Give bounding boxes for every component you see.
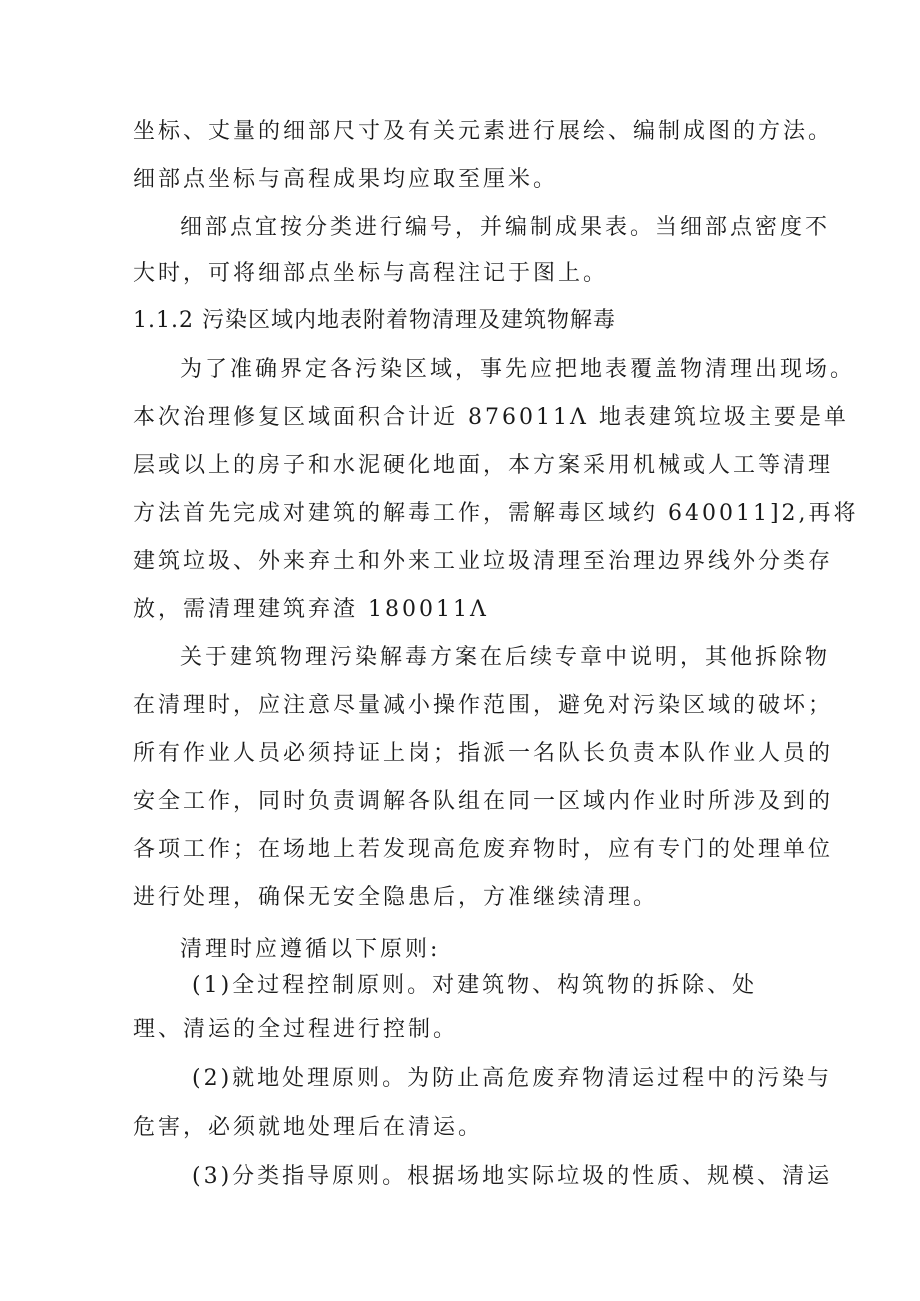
paragraph-line: 坐标、丈量的细部尺寸及有关元素进行展绘、编制成图的方法。 bbox=[133, 119, 834, 144]
paragraph-line: 层或以上的房子和水泥硬化地面，本方案采用机械或人工等清理 bbox=[133, 453, 834, 478]
list-item-line: 危害，必须就地处理后在清运。 bbox=[133, 1115, 484, 1140]
paragraph-line: 方法首先完成对建筑的解毒工作，需解毒区域约 640011]2,再将 bbox=[133, 501, 859, 526]
paragraph-line: 细部点坐标与高程成果均应取至厘米。 bbox=[133, 167, 559, 192]
paragraph-line: 安全工作，同时负责调解各队组在同一区域内作业时所涉及到的 bbox=[133, 789, 834, 814]
paragraph-line: 为了准确界定各污染区域，事先应把地表覆盖物清理出现场。 bbox=[180, 357, 856, 382]
list-item-line: (1)全过程控制原则。对建筑物、构筑物的拆除、处 bbox=[192, 973, 758, 998]
paragraph-line: 放，需清理建筑弃渣 180011Λ bbox=[133, 597, 489, 622]
paragraph-line: 清理时应遵循以下原则: bbox=[180, 937, 441, 962]
paragraph-line: 大时，可将细部点坐标与高程注记于图上。 bbox=[133, 261, 609, 286]
paragraph-line: 建筑垃圾、外来弃土和外来工业垃圾清理至治理边界线外分类存 bbox=[133, 549, 834, 574]
list-item-line: 理、清运的全过程进行控制。 bbox=[133, 1017, 459, 1042]
paragraph-line: 在清理时，应注意尽量减小操作范围，避免对污染区域的破坏； bbox=[133, 693, 834, 718]
list-item-line: (3)分类指导原则。根据场地实际垃圾的性质、规模、清运 bbox=[192, 1164, 833, 1189]
paragraph-line: 各项工作；在场地上若发现高危废弃物时，应有专门的处理单位 bbox=[133, 837, 834, 862]
section-heading: 1.1.2 污染区域内地表附着物清理及建筑物解毒 bbox=[133, 308, 616, 333]
paragraph-line: 进行处理，确保无安全隐患后，方准继续清理。 bbox=[133, 885, 659, 910]
paragraph-line: 所有作业人员必须持证上岗；指派一名队长负责本队作业人员的 bbox=[133, 741, 834, 766]
paragraph-line: 关于建筑物理污染解毒方案在后续专章中说明，其他拆除物 bbox=[180, 645, 831, 670]
paragraph-line: 本次治理修复区域面积合计近 876011Λ 地表建筑垃圾主要是单 bbox=[133, 405, 849, 430]
paragraph-line: 细部点宜按分类进行编号，并编制成果表。当细部点密度不 bbox=[180, 215, 831, 240]
list-item-line: (2)就地处理原则。为防止高危废弃物清运过程中的污染与 bbox=[192, 1066, 833, 1091]
